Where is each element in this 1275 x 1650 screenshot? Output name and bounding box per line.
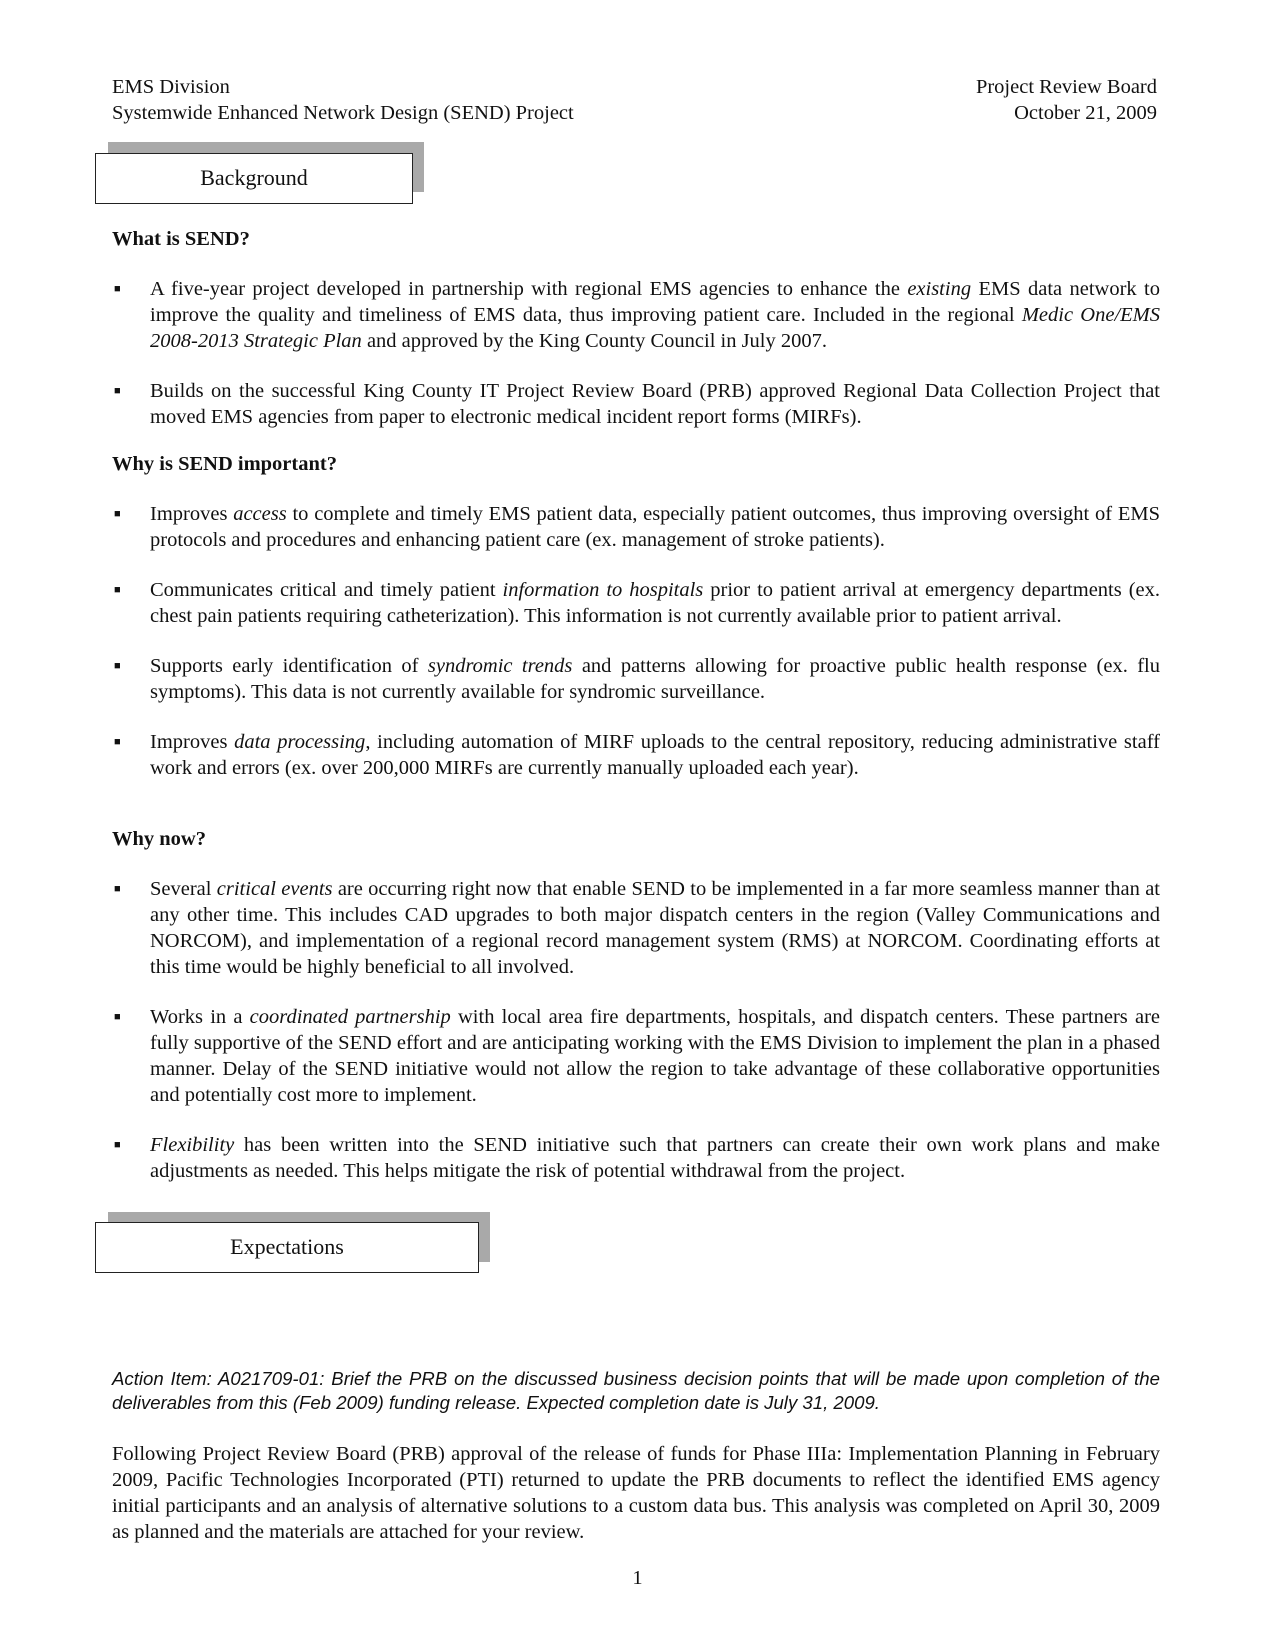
header-right (976, 74, 1157, 126)
division-name: EMS Division (112, 76, 230, 98)
background-section-title (95, 153, 413, 204)
bullet-marker (114, 653, 121, 679)
list-item: ■ Improves data processing, including automation of MIRF uploads to the central repository, reducing administrative staff work and errors (ex. over 200,000 MIRFs are currently manually uploaded each year). (112, 729, 1160, 781)
action-item: Action Item: A021709-01: Brief the PRB on the discussed business decision points that will be made upon completion of the deliverables from this (Feb 2009) funding release. Expected completion date is July 31, 2009. (112, 1368, 1160, 1413)
expectations-title-text: Expectations (230, 1234, 344, 1259)
bullet-marker (114, 729, 121, 755)
list-item: ■ Builds on the successful King County IT Project Review Board (PRB) approved Regional Data Collection Project that moved EMS agencies from paper to electronic medical incident report forms (MIRFs). (112, 378, 1160, 430)
page-number: 1 (632, 1567, 643, 1589)
following-paragraph: Following Project Review Board (PRB) approval of the release of funds for Phase IIIa: Implementation Planning in February 2009, Pacific Technologies Incorporated (PTI) returned to update the PRB documents to reflect the identified EMS agency initial participants and an analysis of alternative solutions to a custom data bus. This analysis was completed on April 30, 2009 as planned and the materials are attached for your review. (112, 1443, 1160, 1543)
list-item: ■ Several critical events are occurring right now that enable SEND to be implemented in a far more seamless manner than at any other time. This includes CAD upgrades to both major dispatch centers in the region (Valley Communications and NORCOM), and implementation of a regional record management system (RMS) at NORCOM. Coordinating efforts at this time would be highly beneficial to all involved. (112, 876, 1160, 980)
heading-why-now: Why now? (112, 828, 206, 850)
heading-why-important: Why is SEND important? (112, 453, 337, 475)
bullet-marker (114, 501, 121, 527)
bullet-marker (114, 1004, 121, 1030)
document-date: October 21, 2009 (1014, 102, 1157, 124)
header-left (112, 74, 574, 126)
list-item: ■ Communicates critical and timely patient information to hospitals prior to patient arrival at emergency departments (ex. chest pain patients requiring catheterization). This information is not currently available prior to patient arrival. (112, 577, 1160, 629)
list-item: ■ A five-year project developed in partnership with regional EMS agencies to enhance the existing EMS data network to improve the quality and timeliness of EMS data, thus improving patient care. Included in the regional Medic One/EMS 2008-2013 Strategic Plan and approved by the King County Council in July 2007. (112, 276, 1160, 354)
background-title-text: Background (200, 165, 308, 190)
list-item: ■ Works in a coordinated partnership with local area fire departments, hospitals, and dispatch centers. These partners are fully supportive of the SEND effort and are anticipating working with the EMS Division to implement the plan in a phased manner. Delay of the SEND initiative would not allow the region to take advantage of these collaborative opportunities and potentially cost more to implement. (112, 1004, 1160, 1108)
bullet-marker (114, 876, 121, 902)
bullet-marker (114, 276, 121, 302)
why-important-list (112, 501, 1160, 781)
what-is-send-list (112, 276, 1160, 430)
bullet-marker (114, 1132, 121, 1158)
list-item: ■ Improves access to complete and timely EMS patient data, especially patient outcomes, thus improving oversight of EMS protocols and procedures and enhancing patient care (ex. management of stroke patients). (112, 501, 1160, 553)
board-name: Project Review Board (975, 76, 1157, 98)
list-item: ■ Supports early identification of syndromic trends and patterns allowing for proactive public health response (ex. flu symptoms). This data is not currently available for syndromic surveillance. (112, 653, 1160, 705)
bullet-marker (114, 577, 121, 603)
expectations-section-title (95, 1222, 479, 1273)
project-name: Systemwide Enhanced Network Design (SEND) Project (112, 102, 574, 124)
list-item: ■ Flexibility has been written into the SEND initiative such that partners can create their own work plans and make adjustments as needed. This helps mitigate the risk of potential withdrawal from the project. (112, 1132, 1160, 1184)
heading-what-is-send: What is SEND? (112, 228, 250, 250)
why-now-list (112, 876, 1160, 1184)
bullet-marker (114, 378, 121, 404)
